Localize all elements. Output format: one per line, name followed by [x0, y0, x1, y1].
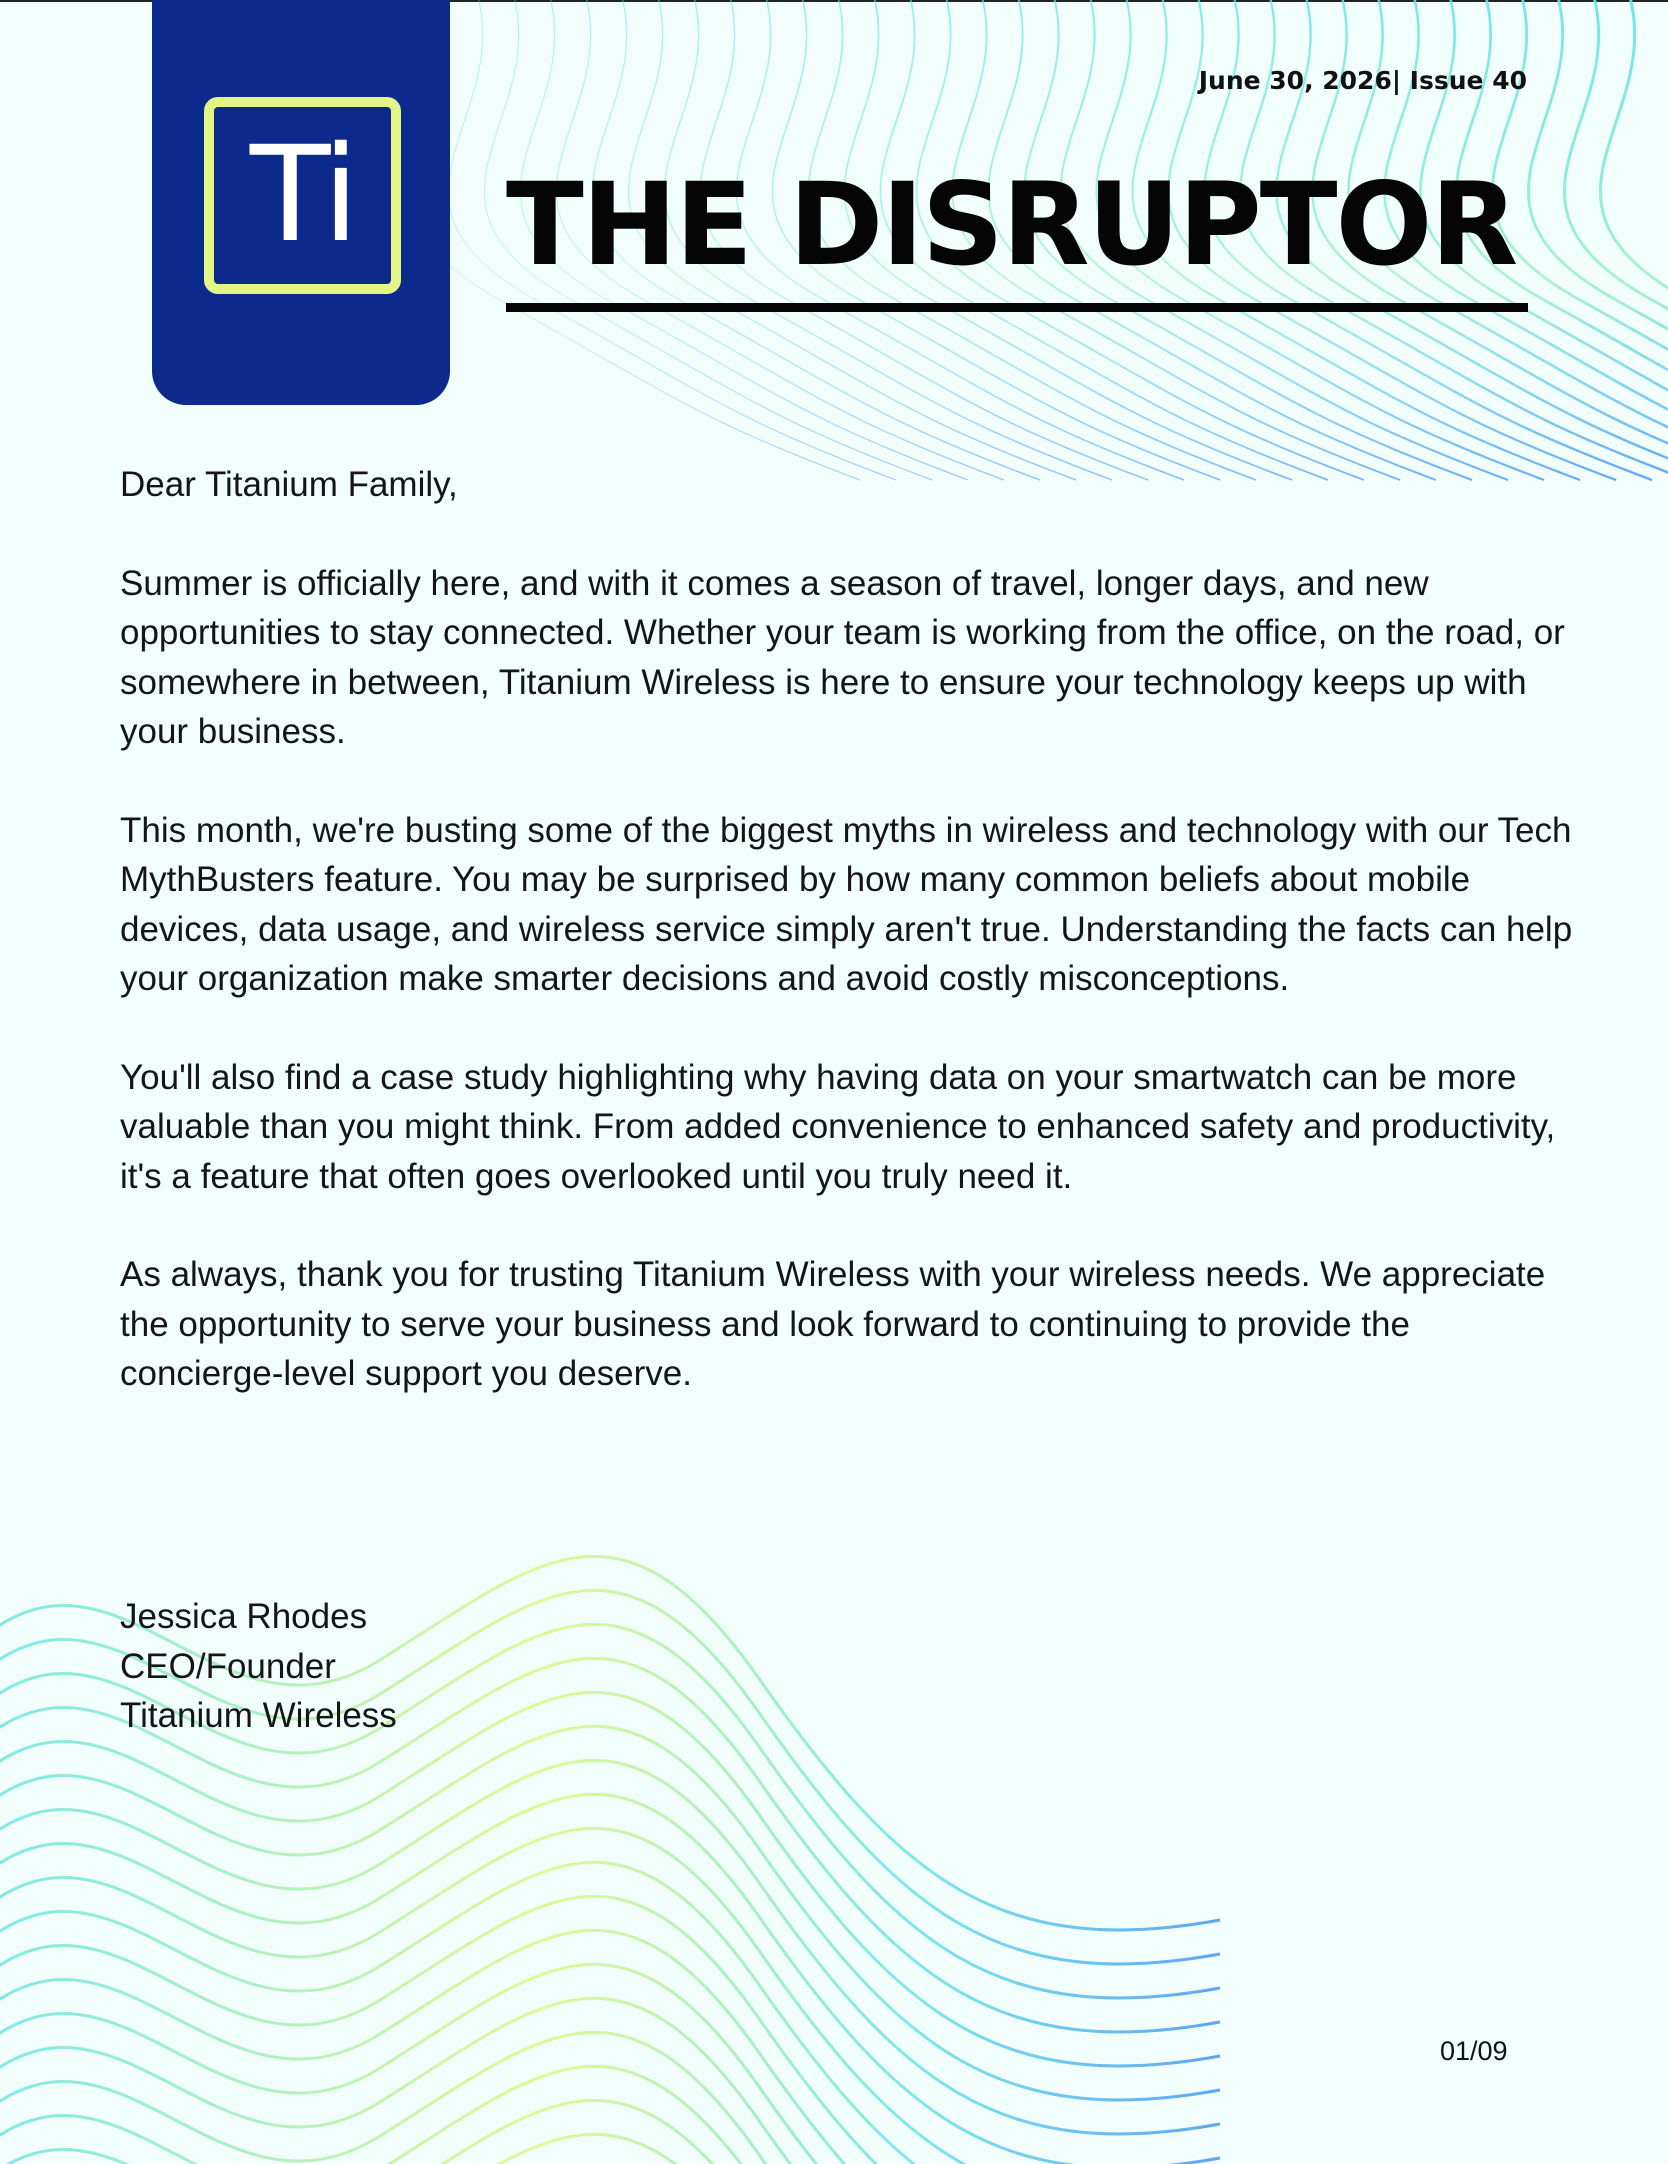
letter-greeting: Dear Titanium Family, — [120, 465, 458, 504]
title-underline — [506, 303, 1528, 312]
ceo-letter — [120, 460, 1580, 1448]
newsletter-title: THE DISRUPTOR — [506, 158, 1517, 291]
signature-company: Titanium Wireless — [120, 1696, 397, 1735]
letter-paragraph: Summer is officially here, and with it comes a season of travel, longer days, and new opportunities to stay connected. Whether your team is working from the office, on the road, or somewhere in between, Titanium Wireless is here to ensure your technology keeps up with your business. — [120, 563, 1565, 751]
signature-block — [120, 1592, 397, 1741]
letter-paragraph: You'll also find a case study highlighting why having data on your smartwatch can be more valuable than you might think. From added convenience to enhanced safety and productivity, it's a feature that often goes overlooked until you truly need it. — [120, 1057, 1556, 1196]
letter-paragraph: This month, we're busting some of the biggest myths in wireless and technology with our Tech MythBusters feature. You may be surprised by how many common beliefs about mobile devices, data usage, and wireless service simply aren't true. Understanding the facts can help your organization make smarter decisions and avoid costly misconceptions. — [120, 810, 1573, 998]
page-number: 01/09 — [1440, 2036, 1508, 2066]
issue-date-line: June 30, 2026| Issue 40 — [1198, 66, 1527, 95]
logo-block — [152, 0, 450, 405]
letter-paragraph: As always, thank you for trusting Titanium Wireless with your wireless needs. We appreciate the opportunity to serve your business and look forward to continuing to provide the concierge-level support you deserve. — [120, 1255, 1546, 1393]
signature-name: Jessica Rhodes — [120, 1597, 368, 1636]
signature-title: CEO/Founder — [120, 1646, 336, 1686]
logo-frame — [204, 97, 401, 294]
company-logo: Ti — [249, 118, 356, 272]
